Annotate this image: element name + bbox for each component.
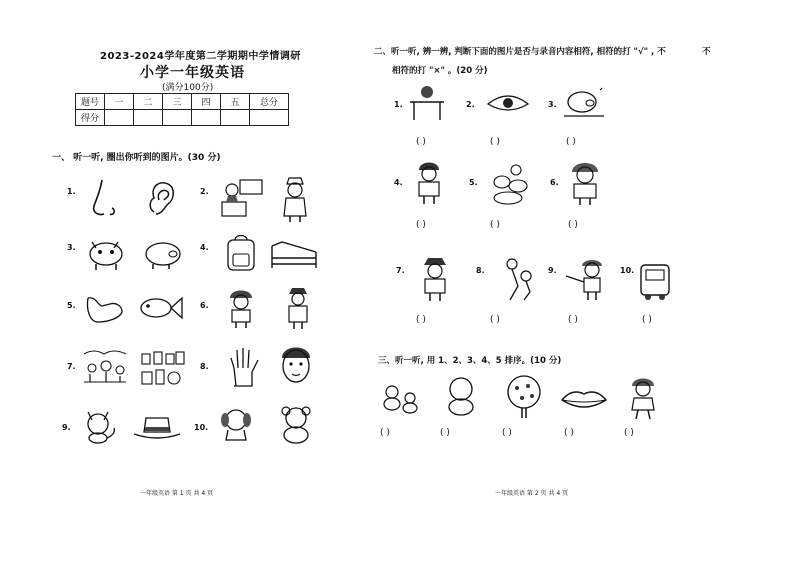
full-score-note: (满分100分): [162, 83, 214, 93]
mouth-icon: [560, 388, 608, 412]
exam-subject-title: 小学一年级英语: [140, 65, 245, 81]
item-number: 6.: [550, 178, 559, 187]
item-number: 8.: [200, 362, 209, 371]
answer-blank[interactable]: ( ): [568, 315, 578, 325]
score-cell: 得分: [76, 110, 105, 126]
tree-icon: [502, 374, 546, 420]
answer-blank[interactable]: ( ): [490, 315, 500, 325]
page-left: [0, 0, 372, 561]
cow-icon[interactable]: [84, 234, 126, 272]
score-input-cell[interactable]: [163, 110, 192, 126]
dog-icon[interactable]: [218, 406, 254, 442]
answer-blank[interactable]: ( ): [440, 428, 450, 438]
answer-blank[interactable]: ( ): [566, 137, 576, 147]
answer-blank[interactable]: ( ): [624, 428, 634, 438]
bed-icon[interactable]: [268, 238, 320, 270]
page-right: [372, 0, 794, 561]
score-cell: 总分: [250, 94, 289, 110]
answer-blank[interactable]: ( ): [416, 220, 426, 230]
section3-title: 三、听一听, 用 1、2、3、4、5 排序。(10 分): [378, 356, 562, 366]
eye-icon: [486, 92, 530, 114]
item-number: 4.: [200, 243, 209, 252]
item-number: 1.: [67, 187, 76, 196]
schoolbag-icon[interactable]: [225, 234, 257, 272]
section2-title: 二、听一听, 辨一辨, 判断下面的图片是否与录音内容相符, 相符的打 "√" , 不: [374, 47, 666, 57]
chicks-icon: [380, 380, 420, 414]
score-input-cell[interactable]: [221, 110, 250, 126]
boy-toy-icon[interactable]: [224, 288, 258, 328]
item-number: 3.: [548, 100, 557, 109]
score-cell: 一: [105, 94, 134, 110]
parrots-icon: [502, 256, 536, 302]
hand-icon[interactable]: [228, 346, 262, 388]
page-footer: 一年级英语 第 2 页 共 4 页: [495, 490, 569, 497]
bear-icon[interactable]: [279, 404, 313, 444]
page-footer: 一年级英语 第 1 页 共 4 页: [140, 490, 214, 497]
toys-icon[interactable]: [140, 350, 186, 386]
section1-title: 一、 听一听, 圈出你听到的图片。(30 分): [52, 153, 221, 163]
girl-icon: [568, 160, 602, 206]
score-table: [75, 93, 289, 126]
score-cell: 三: [163, 94, 192, 110]
item-number: 6.: [200, 301, 209, 310]
exam-year-title: 2023-2024学年度第二学期期中学情调研: [100, 51, 301, 62]
family-scene-icon[interactable]: [80, 348, 130, 388]
nurse-icon[interactable]: [280, 176, 310, 222]
answer-blank[interactable]: ( ): [642, 315, 652, 325]
foot-icon[interactable]: [84, 292, 124, 326]
answer-blank[interactable]: ( ): [416, 315, 426, 325]
score-table-header-row: [76, 94, 289, 110]
item-number: 7.: [396, 266, 405, 275]
cat-icon[interactable]: [82, 408, 120, 444]
hat-icon[interactable]: [132, 414, 182, 442]
answer-blank[interactable]: ( ): [490, 220, 500, 230]
boy-pointing-icon: [564, 258, 608, 302]
policeman-icon: [420, 256, 450, 302]
girl-walking-icon: [626, 376, 660, 420]
pig-icon[interactable]: [143, 238, 183, 270]
police-woman-icon[interactable]: [284, 286, 312, 330]
answer-blank[interactable]: ( ): [502, 428, 512, 438]
item-number: 9.: [62, 423, 71, 432]
boy-icon: [414, 160, 444, 206]
nose-icon[interactable]: [88, 178, 118, 220]
answer-blank[interactable]: ( ): [490, 137, 500, 147]
table-icon: [408, 84, 446, 122]
teacher-board-icon[interactable]: [218, 178, 264, 218]
score-table-score-row: [76, 110, 289, 126]
item-number: 5.: [469, 178, 478, 187]
section2-title-line2: 相符的打 "×" 。(20 分): [392, 66, 488, 76]
answer-blank[interactable]: ( ): [380, 428, 390, 438]
item-number: 10.: [194, 423, 209, 432]
man-face-icon[interactable]: [278, 344, 314, 388]
baby-icon: [442, 376, 480, 416]
pig-icon: [564, 86, 606, 120]
answer-blank[interactable]: ( ): [568, 220, 578, 230]
score-cell: 题号: [76, 94, 105, 110]
score-cell: 二: [134, 94, 163, 110]
score-cell: 四: [192, 94, 221, 110]
item-number: 4.: [394, 178, 403, 187]
item-number: 10.: [620, 266, 635, 275]
score-input-cell[interactable]: [134, 110, 163, 126]
item-number: 7.: [67, 362, 76, 371]
answer-blank[interactable]: ( ): [416, 137, 426, 147]
score-input-cell[interactable]: [105, 110, 134, 126]
item-number: 2.: [466, 100, 475, 109]
score-input-cell[interactable]: [250, 110, 289, 126]
item-number: 3.: [67, 243, 76, 252]
score-input-cell[interactable]: [192, 110, 221, 126]
bus-icon: [638, 262, 672, 302]
ear-icon[interactable]: [146, 178, 176, 218]
item-number: 5.: [67, 301, 76, 310]
score-cell: 五: [221, 94, 250, 110]
item-number: 2.: [200, 187, 209, 196]
item-number: 1.: [394, 100, 403, 109]
item-number: 9.: [548, 266, 557, 275]
animals-group-icon: [488, 162, 530, 206]
answer-blank[interactable]: ( ): [564, 428, 574, 438]
fish-icon[interactable]: [138, 292, 184, 324]
item-number: 8.: [476, 266, 485, 275]
section2-title-overflow: 不: [702, 47, 711, 57]
